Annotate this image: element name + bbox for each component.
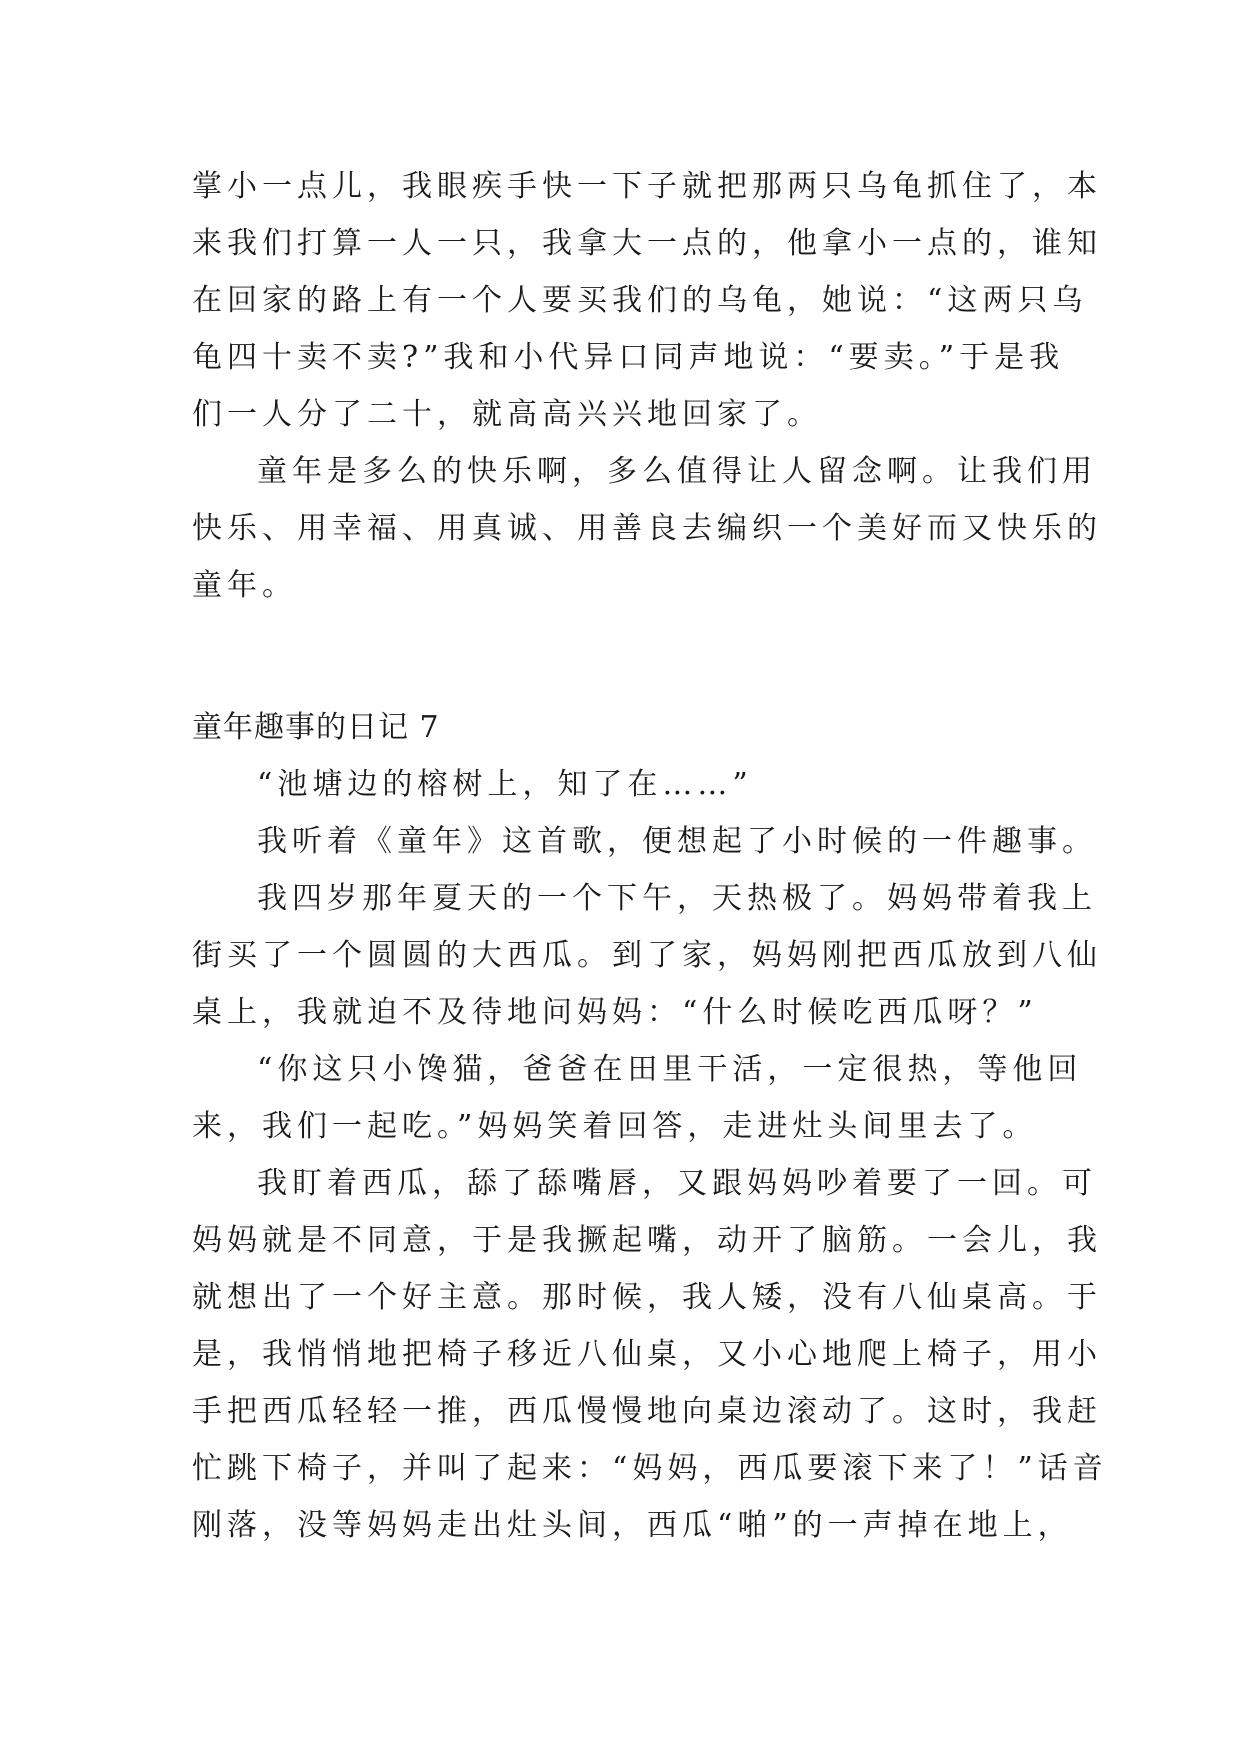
section-gap (192, 614, 1072, 671)
document-body (192, 158, 1108, 1554)
text-line: 是，我悄悄地把椅子移近八仙桌，又小心地爬上椅子，用小 (192, 1337, 1102, 1372)
text-line: 刚落，没等妈妈走出灶头间，西瓜“啪”的一声掉在地上， (192, 1508, 1073, 1543)
text-line: 我四岁那年夏天的一个下午，天热极了。妈妈带着我上 (257, 881, 1097, 916)
text-line: 手把西瓜轻轻一推，西瓜慢慢地向桌边滚动了。这时，我赶 (192, 1394, 1102, 1429)
text-line: 桌上，我就迫不及待地问妈妈：“什么时候吃西瓜呀？” (192, 995, 1038, 1030)
text-line: 街买了一个圆圆的大西瓜。到了家，妈妈刚把西瓜放到八仙 (192, 938, 1102, 973)
text-line: 来我们打算一人一只，我拿大一点的，他拿小一点的，谁知 (192, 226, 1102, 261)
text-line: 们一人分了二十，就高高兴兴地回家了。 (192, 397, 822, 432)
text-line: 妈妈就是不同意，于是我撅起嘴，动开了脑筋。一会儿，我 (192, 1223, 1102, 1258)
text-line: 快乐、用幸福、用真诚、用善良去编织一个美好而又快乐的 (192, 511, 1102, 546)
section-gap (192, 671, 1072, 699)
text-line: 来，我们一起吃。”妈妈笑着回答，走进灶头间里去了。 (192, 1109, 1038, 1144)
text-line: 童年。 (192, 568, 297, 603)
text-line: 龟四十卖不卖?”我和小代异口同声地说：“要卖。”于是我 (192, 340, 1065, 375)
section-heading: 童年趣事的日记 7 (192, 710, 440, 745)
text-line: 掌小一点儿，我眼疾手快一下子就把那两只乌龟抓住了，本 (192, 169, 1102, 204)
text-line: 童年是多么的快乐啊，多么值得让人留念啊。让我们用 (257, 454, 1097, 489)
text-line: 我盯着西瓜，舔了舔嘴唇，又跟妈妈吵着要了一回。可 (257, 1166, 1097, 1201)
text-line: “池塘边的榕树上，知了在……” (257, 767, 753, 802)
text-line: 在回家的路上有一个人要买我们的乌龟，她说：“这两只乌 (192, 283, 1088, 318)
text-line: 我听着《童年》这首歌，便想起了小时候的一件趣事。 (257, 824, 1097, 859)
text-line: “你这只小馋猫，爸爸在田里干活，一定很热，等他回 (257, 1052, 1083, 1087)
text-line: 就想出了一个好主意。那时候，我人矮，没有八仙桌高。于 (192, 1280, 1102, 1315)
text-line: 忙跳下椅子，并叫了起来：“妈妈，西瓜要滚下来了！”话音 (192, 1451, 1108, 1486)
